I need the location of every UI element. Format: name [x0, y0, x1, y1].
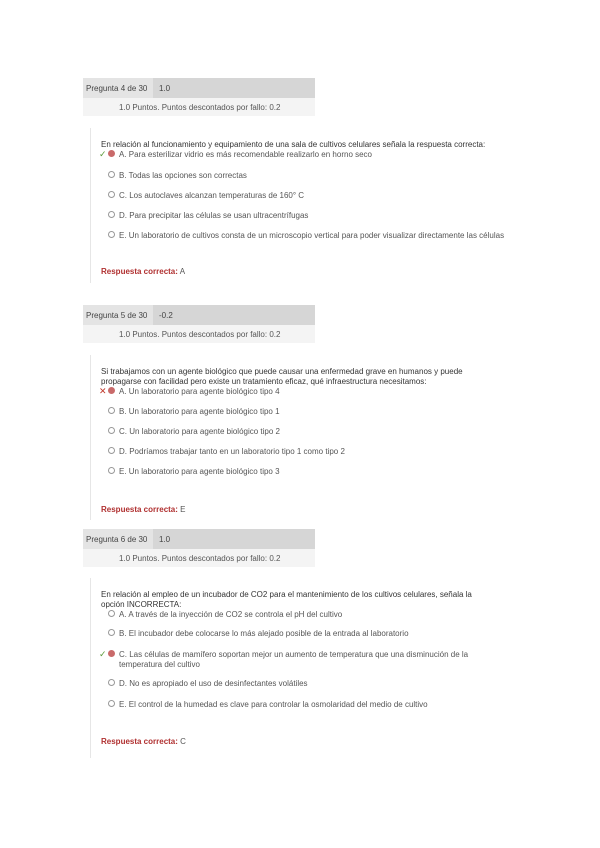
radio-icon: [108, 211, 115, 218]
correct-answer-label: Respuesta correcta:: [101, 505, 178, 514]
option-d[interactable]: [101, 211, 505, 221]
option-label: B. El incubador debe colocarse lo más alejado posible de la entrada al laboratorio: [119, 629, 409, 638]
question-points: 1.0 Puntos. Puntos descontados por fallo: 0.2: [83, 98, 315, 116]
question-text: En relación al empleo de un incubador de CO2 para el mantenimiento de los cultivos celulares, señala la opción INCORRECTA:: [101, 590, 472, 609]
radio-icon: [108, 467, 115, 474]
question-points: 1.0 Puntos. Puntos descontados por fallo: 0.2: [83, 325, 315, 343]
radio-icon: [108, 679, 115, 686]
option-label: A. Para esterilizar vidrio es más recomendable realizarlo en horno seco: [119, 150, 373, 159]
radio-icon: [108, 407, 115, 414]
radio-icon: [108, 700, 115, 707]
radio-icon: [108, 447, 115, 454]
option-label: C. Los autoclaves alcanzan temperaturas de 160° C: [119, 191, 305, 200]
check-icon: ✓: [99, 149, 107, 159]
option-a[interactable]: [101, 150, 505, 160]
question-5-body: [90, 355, 505, 520]
question-score: 1.0: [153, 78, 315, 98]
option-b[interactable]: [101, 629, 505, 639]
radio-icon: [108, 231, 115, 238]
option-a[interactable]: [101, 610, 505, 620]
option-d[interactable]: [101, 679, 505, 689]
correct-answer-label: Respuesta correcta:: [101, 737, 178, 746]
option-label: E. El control de la humedad es clave para controlar la osmolaridad del medio de cultivo: [119, 700, 428, 709]
question-score: 1.0: [153, 529, 315, 549]
option-e[interactable]: [101, 231, 505, 241]
question-number: Pregunta 4 de 30: [83, 78, 153, 98]
option-label: B. Un laboratorio para agente biológico tipo 1: [119, 407, 280, 416]
option-label: D. No es apropiado el uso de desinfectantes volátiles: [119, 679, 308, 688]
correct-answer-value: E: [180, 505, 186, 514]
radio-icon: [108, 629, 115, 636]
correct-answer: [101, 737, 505, 746]
question-6-header: [83, 529, 315, 567]
option-e[interactable]: [101, 467, 505, 477]
option-a[interactable]: [101, 387, 505, 397]
option-label: C. Un laboratorio para agente biológico tipo 2: [119, 427, 280, 436]
question-score: -0.2: [153, 305, 315, 325]
radio-icon: [108, 171, 115, 178]
question-5-header: [83, 305, 315, 343]
option-label: E. Un laboratorio para agente biológico tipo 3: [119, 467, 280, 476]
option-b[interactable]: [101, 171, 505, 181]
question-6-body: [90, 578, 505, 758]
radio-selected-icon: [108, 150, 115, 157]
option-b[interactable]: [101, 407, 505, 417]
question-4-header: [83, 78, 315, 116]
option-label: D. Para precipitar las células se usan ultracentrífugas: [119, 211, 309, 220]
correct-answer-label: Respuesta correcta:: [101, 267, 178, 276]
option-c[interactable]: [101, 650, 504, 670]
radio-icon: [108, 610, 115, 617]
radio-icon: [108, 191, 115, 198]
cross-icon: ✕: [99, 386, 107, 396]
question-text: Si trabajamos con un agente biológico que puede causar una enfermedad grave en humanos y puede propagarse con facilidad pero existe un tratamiento eficaz, qué infraestructura necesitamos:: [101, 367, 463, 386]
radio-selected-icon: [108, 387, 115, 394]
option-c[interactable]: [101, 427, 505, 437]
option-label: B. Todas las opciones son correctas: [119, 171, 247, 180]
question-text: En relación al funcionamiento y equipamiento de una sala de cultivos celulares señala la respuesta correcta:: [101, 140, 486, 149]
radio-selected-icon: [108, 650, 115, 657]
correct-answer-value: C: [180, 737, 186, 746]
option-label: E. Un laboratorio de cultivos consta de un microscopio vertical para poder visualizar directamente las células: [119, 231, 505, 240]
option-label: A. A través de la inyección de CO2 se controla el pH del cultivo: [119, 610, 343, 619]
option-d[interactable]: [101, 447, 505, 457]
question-number: Pregunta 6 de 30: [83, 529, 153, 549]
option-c[interactable]: [101, 191, 505, 201]
radio-icon: [108, 427, 115, 434]
correct-answer: [101, 505, 505, 514]
option-label: D. Podríamos trabajar tanto en un laboratorio tipo 1 como tipo 2: [119, 447, 345, 456]
question-points: 1.0 Puntos. Puntos descontados por fallo: 0.2: [83, 549, 315, 567]
correct-answer: [101, 267, 505, 276]
option-e[interactable]: [101, 700, 505, 710]
question-4-body: [90, 128, 505, 283]
question-number: Pregunta 5 de 30: [83, 305, 153, 325]
check-icon: ✓: [99, 649, 107, 659]
correct-answer-value: A: [179, 267, 186, 276]
option-label: A. Un laboratorio para agente biológico tipo 4: [119, 387, 280, 396]
option-label: C. Las células de mamífero soportan mejor un aumento de temperatura que una disminución de la temperatura del cultivo: [119, 650, 469, 669]
